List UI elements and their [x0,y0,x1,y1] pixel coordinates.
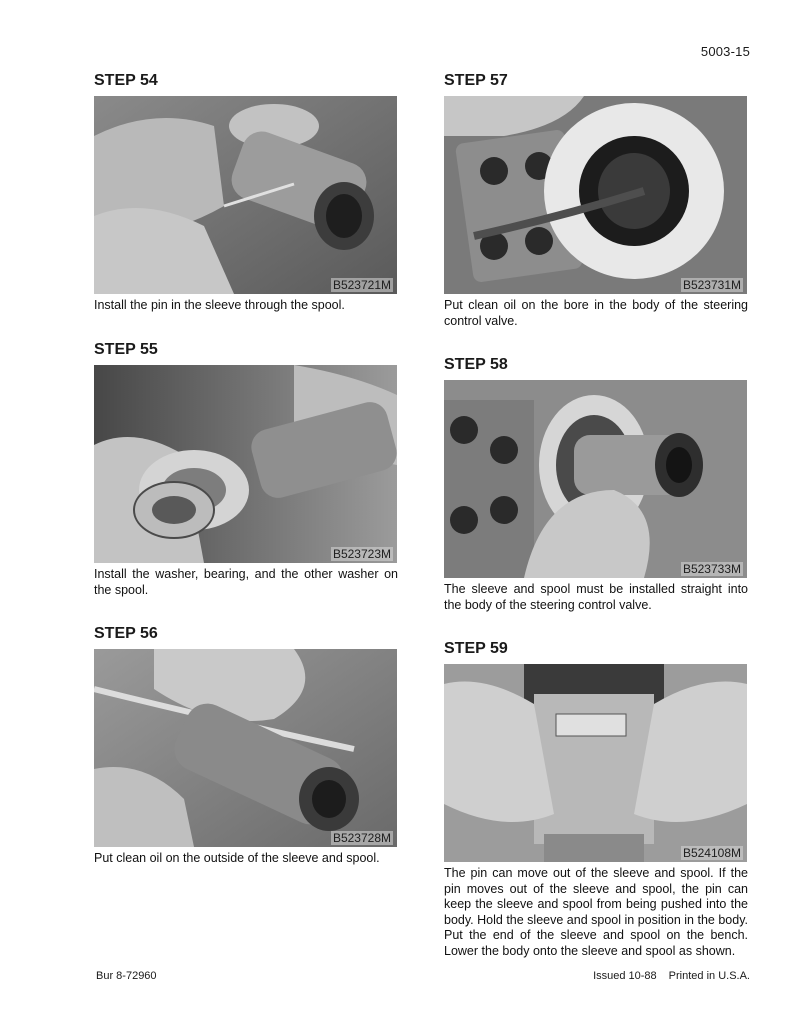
step-photo [94,649,397,847]
step-photo [444,664,747,862]
photo-code: B523723M [332,547,391,561]
photo-code: B523721M [332,278,391,292]
step-caption: Put clean oil on the bore in the body of the steering control valve. [444,298,748,328]
step-caption: Put clean oil on the outside of the sleeve and spool. [94,851,380,865]
step-photo [94,96,397,294]
document-number: Bur 8-72960 [96,970,157,982]
step-caption: The sleeve and spool must be installed straight into the body of the steering control valve. [444,582,748,612]
step-caption: Install the washer, bearing, and the other washer on the spool. [94,567,398,597]
step-58 [444,356,748,626]
step-59 [444,640,748,972]
step-title: STEP 59 [444,640,508,657]
photo-code: B523731M [682,278,741,292]
issued-date: Issued 10-88 [593,970,657,982]
step-photo [444,96,747,294]
step-title: STEP 56 [94,625,158,642]
step-title: STEP 55 [94,341,158,358]
step-54 [94,72,398,326]
photo-code: B524108M [682,846,741,860]
step-title: STEP 58 [444,356,508,373]
step-56 [94,625,398,879]
footer-issue-info [560,970,750,982]
step-55 [94,341,398,611]
step-photo [444,380,747,578]
photo-code: B523733M [682,562,741,576]
printed-location: Printed in U.S.A. [668,970,750,982]
page-number: 5003-15 [700,44,750,59]
step-title: STEP 57 [444,72,508,89]
step-title: STEP 54 [94,72,158,89]
step-caption: Install the pin in the sleeve through the spool. [94,298,345,312]
photo-code: B523728M [332,831,391,845]
step-57 [444,72,748,342]
step-photo [94,365,397,563]
step-caption: The pin can move out of the sleeve and spool. If the pin moves out of the sleeve and spool, the pin can keep the sleeve and spool from being pushed into the body. Hold the sleeve and spool in position in the body. Put the end of the sleeve and spool on the bench. Lower the body onto the sleeve and spool as shown. [444,866,748,958]
